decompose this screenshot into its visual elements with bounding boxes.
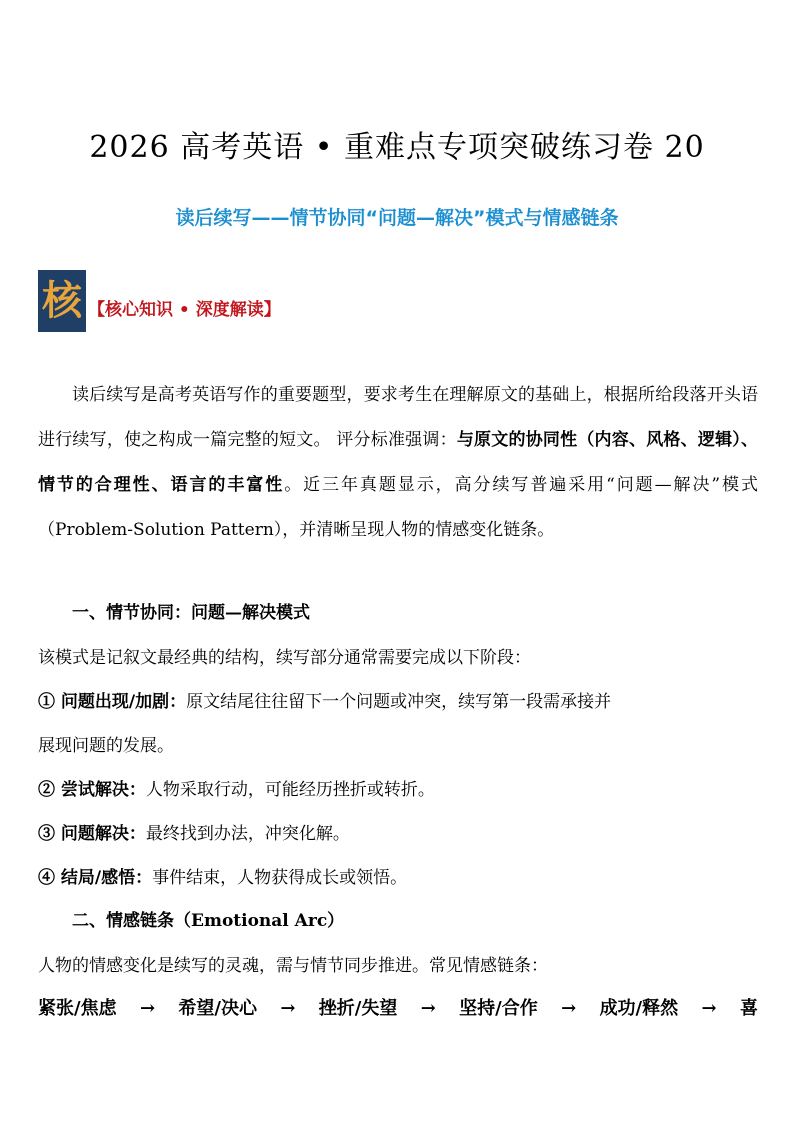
- list-item-text: 展现问题的发展。: [38, 736, 174, 756]
- list-item: [38, 863, 758, 893]
- arc-step: 挫折/失望: [318, 998, 398, 1019]
- arc-step: 紧张/焦虑: [38, 998, 117, 1019]
- list-item-label: ③ 问题解决：: [38, 824, 146, 844]
- list-item-label: ① 问题出现/加剧：: [38, 692, 187, 712]
- section1-lead: 该模式是记叙文最经典的结构，续写部分通常需要完成以下阶段：: [38, 648, 531, 668]
- intro-paragraph: [38, 373, 758, 553]
- intro-bold-criteria: 与原文的协同性（内容、风格、逻辑）、情节的合理性、语言的丰富性: [38, 430, 759, 495]
- list-item: [38, 775, 758, 805]
- page-subtitle: 读后续写——情节协同“问题—解决”模式与情感链条: [175, 207, 619, 229]
- arc-step: 坚持/合作: [459, 998, 538, 1019]
- intro-text-1: 读后续写是高考英语写作的重要题型，要求考生在理解原文的基础上，根据所给段落开头语进行续写，使之构成一篇完整的短文。 评分标准强调：: [38, 385, 758, 450]
- list-item-text: 事件结束，人物获得成长或领悟。: [152, 868, 408, 888]
- arrow-icon: →: [420, 998, 436, 1019]
- arrow-icon: →: [139, 998, 156, 1019]
- emotional-arc: [38, 994, 758, 1024]
- arc-step: 希望/决心: [178, 998, 257, 1019]
- section-label: 【核心知识 • 深度解读】: [88, 300, 281, 320]
- section-badge-icon: 核: [38, 270, 86, 332]
- arc-step: 喜: [739, 998, 758, 1019]
- section1-heading: 一、情节协同：问题—解决模式: [72, 603, 310, 623]
- list-item: [38, 687, 758, 717]
- list-item: [38, 819, 758, 849]
- list-item-text: 人物采取行动，可能经历挫折或转折。: [145, 780, 435, 800]
- section2-heading: 二、情感链条（Emotional Arc）: [72, 911, 345, 931]
- intro-text-2: 。近三年真题显示，高分续写普遍采用“问题—解决”模式（Problem-Solution Pattern），并清晰呈现人物的情感变化链条。: [38, 475, 758, 540]
- page-title: 2026 高考英语 • 重难点专项突破练习卷 20: [89, 130, 705, 165]
- list-item: [38, 731, 758, 761]
- list-item-text: 最终找到办法，冲突化解。: [145, 824, 350, 844]
- arrow-icon: →: [561, 998, 577, 1019]
- arc-step: 成功/释然: [599, 998, 679, 1019]
- section2-lead: 人物的情感变化是续写的灵魂，需与情节同步推进。常见情感链条：: [38, 956, 548, 976]
- arrow-icon: →: [280, 998, 296, 1019]
- arrow-icon: →: [701, 998, 717, 1019]
- list-item-text: 原文结尾往往留下一个问题或冲突，续写第一段需承接并: [186, 692, 612, 712]
- list-item-label: ④ 结局/感悟：: [38, 868, 153, 888]
- list-item-label: ② 尝试解决：: [38, 780, 146, 800]
